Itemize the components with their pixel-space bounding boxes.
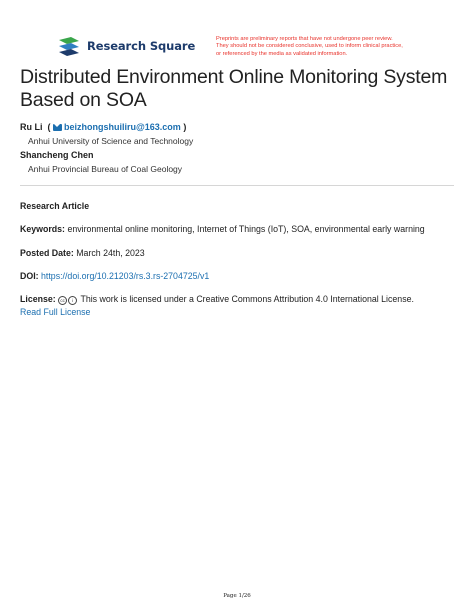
author-1: Ru Li ( beizhongshuiliru@163.com ) bbox=[20, 122, 187, 132]
preprint-disclaimer bbox=[216, 36, 466, 58]
author-name: Ru Li bbox=[20, 122, 43, 132]
logo-text: Research Square bbox=[87, 39, 196, 53]
research-square-logo-icon bbox=[57, 36, 81, 56]
article-type: Research Article bbox=[20, 201, 90, 211]
doi-link[interactable]: https://doi.org/10.21203/rs.3.rs-2704725/v1 bbox=[41, 271, 210, 281]
author-email-link[interactable]: beizhongshuiliru@163.com bbox=[64, 122, 181, 132]
doi-label: DOI: bbox=[20, 271, 39, 281]
disclaimer-line: They should not be considered conclusive, used to inform clinical practice, bbox=[216, 43, 403, 50]
posted-date-row bbox=[20, 248, 145, 258]
license-label: License: bbox=[20, 294, 56, 304]
title-line: Based on SOA bbox=[20, 88, 147, 111]
keywords-row bbox=[20, 224, 460, 234]
cc-icon: cc bbox=[58, 296, 67, 305]
paper-title bbox=[20, 66, 460, 111]
read-full-license-link[interactable]: Read Full License bbox=[20, 307, 91, 317]
disclaimer-line: Preprints are preliminary reports that have not undergone peer review. bbox=[216, 36, 393, 42]
author-name: Shancheng Chen bbox=[20, 150, 94, 160]
license-row bbox=[20, 294, 460, 305]
keywords-label: Keywords: bbox=[20, 224, 65, 234]
author-affiliation: Anhui University of Science and Technology bbox=[28, 136, 194, 146]
section-divider bbox=[20, 185, 454, 186]
attribution-icon: i bbox=[68, 296, 77, 305]
keywords-text: environmental online monitoring, Internet of Things (IoT), SOA, environmental early warning bbox=[67, 224, 425, 234]
title-line: Distributed Environment Online Monitoring System bbox=[20, 66, 448, 88]
posted-date: March 24th, 2023 bbox=[76, 248, 145, 258]
disclaimer-line: or referenced by the media as validated information. bbox=[216, 50, 348, 57]
envelope-icon bbox=[53, 124, 62, 131]
license-text: This work is licensed under a Creative Commons Attribution 4.0 International License. bbox=[80, 294, 414, 304]
doi-row bbox=[20, 271, 209, 281]
author-affiliation: Anhui Provincial Bureau of Coal Geology bbox=[28, 164, 183, 174]
page-number: Page 1/26 bbox=[223, 593, 251, 599]
posted-date-label: Posted Date: bbox=[20, 248, 74, 258]
research-square-logo[interactable] bbox=[57, 36, 195, 56]
